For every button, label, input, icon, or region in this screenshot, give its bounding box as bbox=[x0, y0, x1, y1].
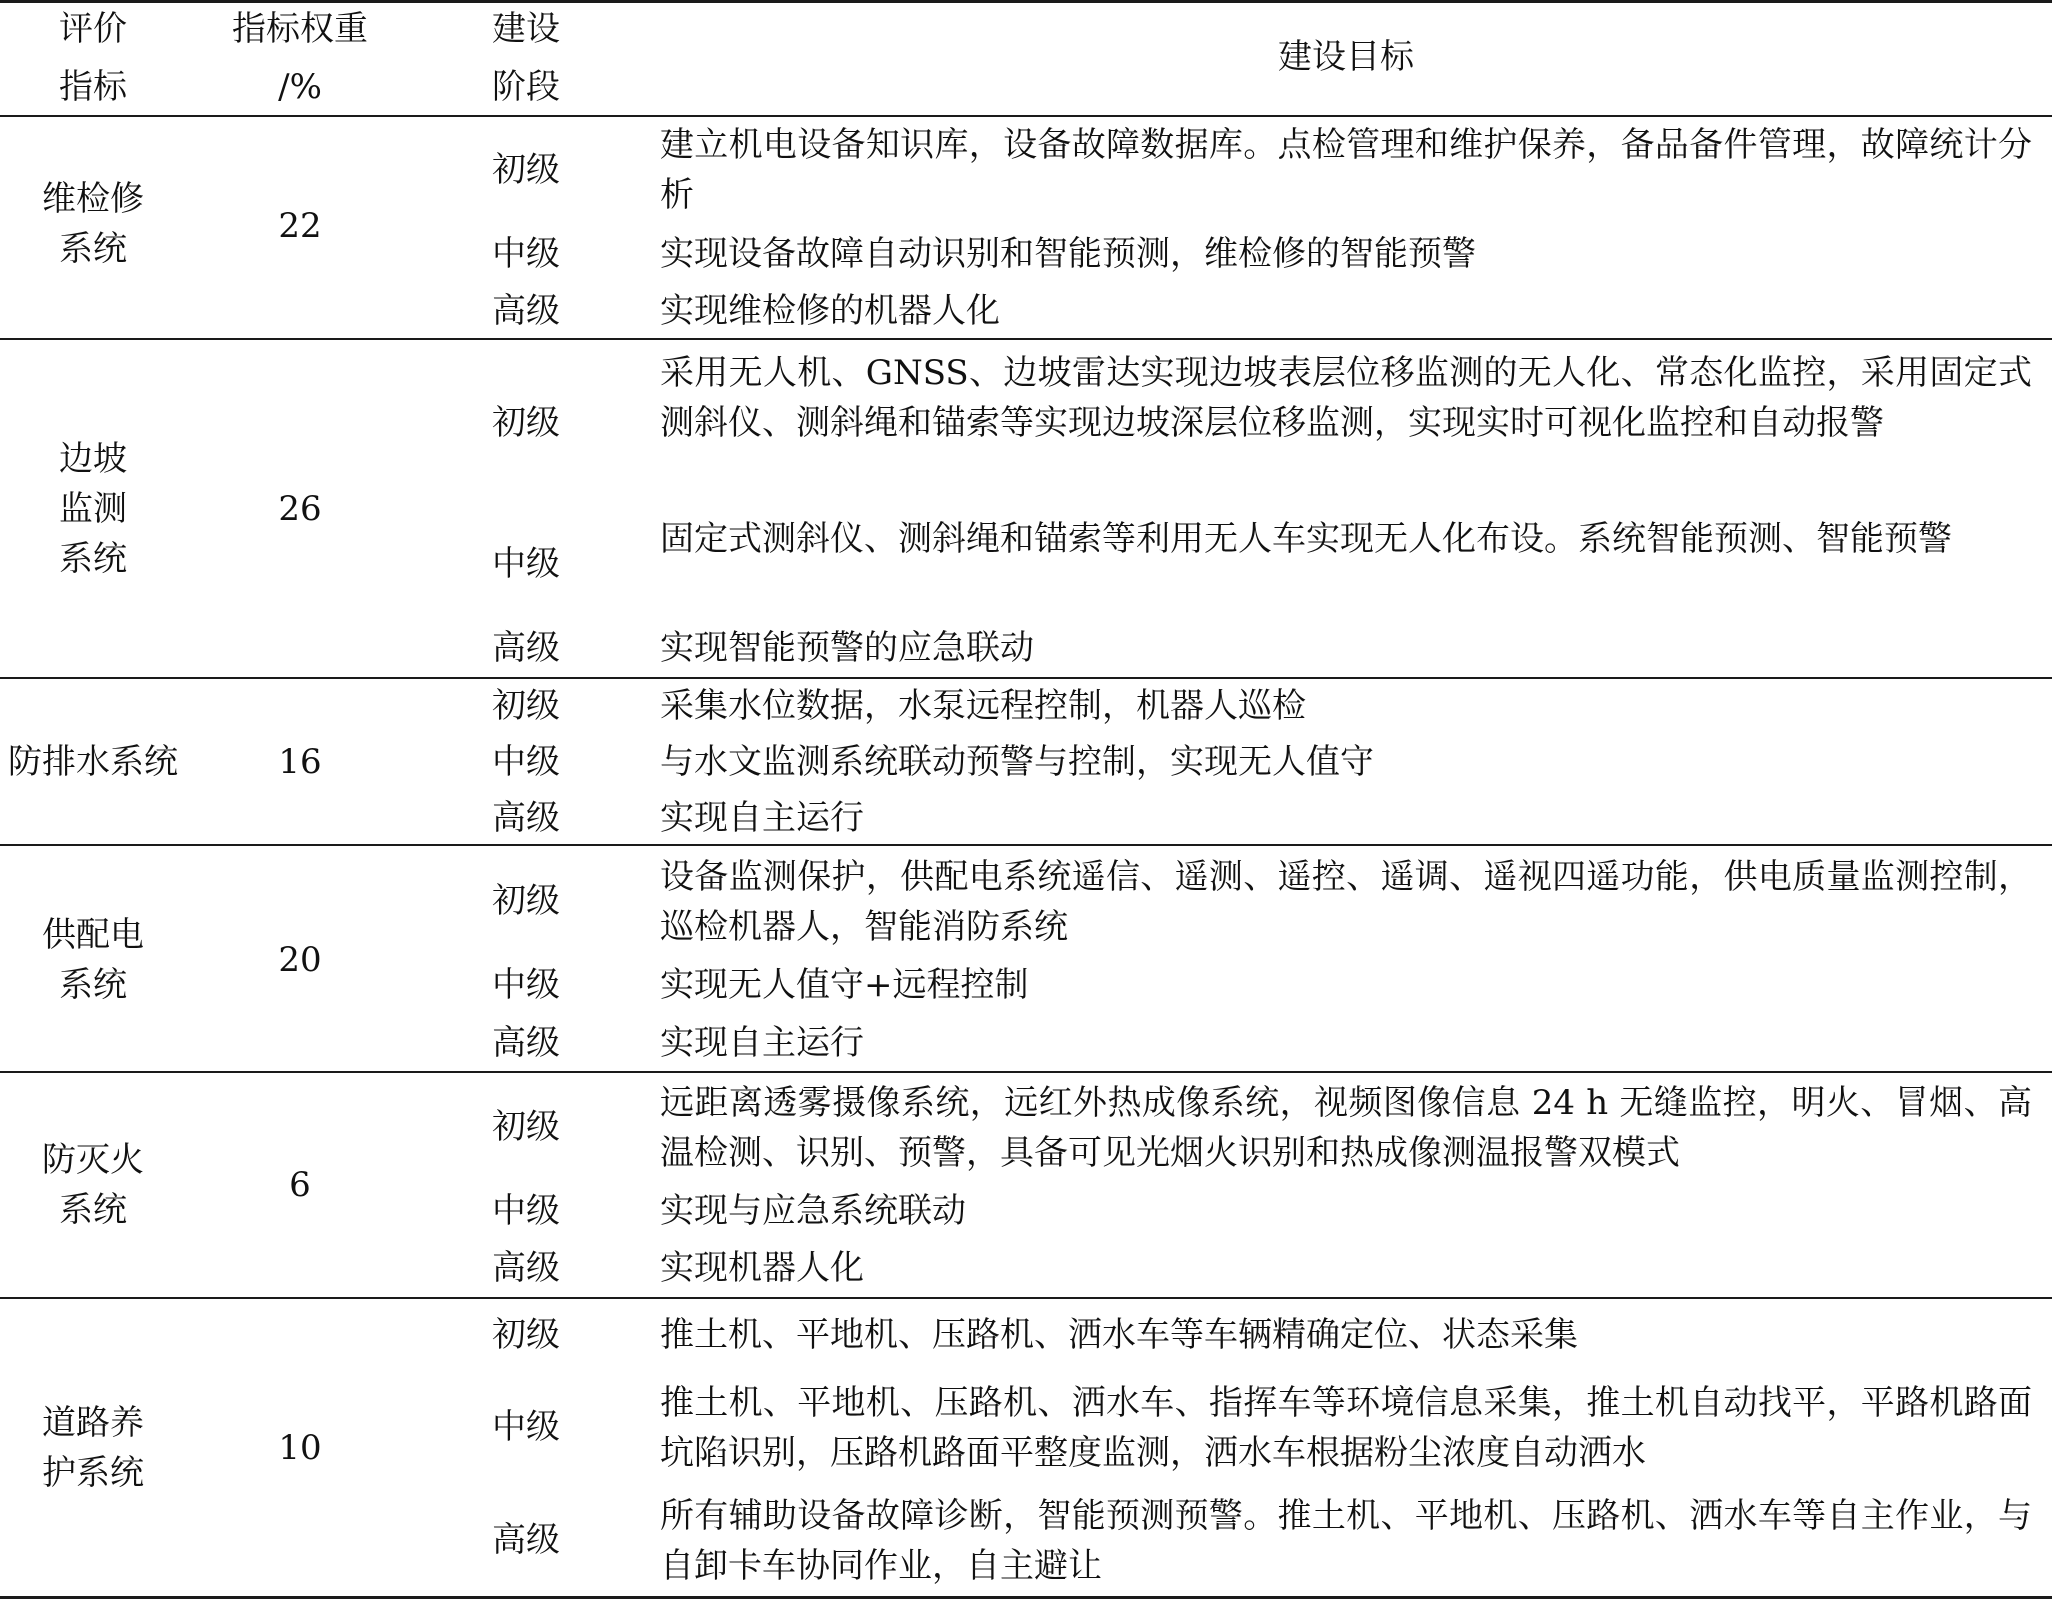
row1-indicator-line2: 系统 bbox=[59, 229, 127, 269]
row5-stage2-level: 中级 bbox=[492, 1191, 560, 1231]
row3-weight: 16 bbox=[278, 742, 322, 782]
header-weight-line2: /% bbox=[278, 67, 322, 107]
row5-indicator-line1: 防灭火 bbox=[42, 1140, 144, 1180]
row4-indicator-line1: 供配电 bbox=[42, 915, 144, 955]
header-indicator bbox=[0, 0, 186, 116]
row1-stage2-level: 中级 bbox=[492, 234, 560, 274]
row4-weight: 20 bbox=[278, 940, 322, 980]
row6-stage1-level: 初级 bbox=[492, 1315, 560, 1355]
row1-stage3-level: 高级 bbox=[492, 291, 560, 331]
row4-stage1-level: 初级 bbox=[492, 881, 560, 921]
row4-stage3-level: 高级 bbox=[492, 1023, 560, 1063]
row4-stage3-goal: 实现自主运行 bbox=[660, 1023, 864, 1063]
header-weight-line1: 指标权重 bbox=[232, 9, 368, 49]
row4-stage2-goal: 实现无人值守+远程控制 bbox=[660, 965, 1029, 1005]
row2-stage1-goal: 采用无人机、GNSS、边坡雷达实现边坡表层位移监测的无人化、常态化监控，采用固定式测斜仪、测斜绳和锚索等实现边坡深层位移监测，实现实时可视化监控和自动报警 bbox=[660, 353, 2032, 443]
row3-stage1-level: 初级 bbox=[492, 686, 560, 726]
row2-indicator-line2: 监测 bbox=[59, 489, 127, 529]
header-goal: 建设目标 bbox=[1278, 37, 1414, 77]
row5-stage3-level: 高级 bbox=[492, 1248, 560, 1288]
row2-stage1-level: 初级 bbox=[492, 403, 560, 443]
row1-stage3-goal: 实现维检修的机器人化 bbox=[660, 291, 1000, 331]
row6-weight: 10 bbox=[278, 1428, 322, 1468]
row5-indicator bbox=[0, 1135, 186, 1235]
row2-stage2-level: 中级 bbox=[492, 544, 560, 584]
row4-indicator bbox=[0, 910, 186, 1010]
row5-stage2-goal: 实现与应急系统联动 bbox=[660, 1191, 966, 1231]
row-divider bbox=[0, 1297, 2052, 1299]
row2-indicator-line3: 系统 bbox=[59, 539, 127, 579]
row1-weight: 22 bbox=[278, 206, 322, 246]
row4-indicator-line2: 系统 bbox=[59, 965, 127, 1005]
row-divider bbox=[0, 844, 2052, 846]
row5-weight: 6 bbox=[289, 1165, 311, 1205]
header-stage-line2: 阶段 bbox=[492, 67, 560, 107]
row-divider bbox=[0, 1071, 2052, 1073]
header-weight bbox=[200, 0, 400, 116]
row6-stage3-goal: 所有辅助设备故障诊断，智能预测预警。推土机、平地机、压路机、洒水车等自主作业，与自卸卡车协同作业，自主避让 bbox=[660, 1496, 2032, 1586]
row1-stage1-level: 初级 bbox=[492, 150, 560, 190]
row3-stage1-goal: 采集水位数据，水泵远程控制，机器人巡检 bbox=[660, 686, 1306, 726]
row2-stage3-level: 高级 bbox=[492, 628, 560, 668]
row3-indicator: 防排水系统 bbox=[8, 742, 178, 782]
row4-stage2-level: 中级 bbox=[492, 965, 560, 1005]
row6-stage1-goal: 推土机、平地机、压路机、洒水车等车辆精确定位、状态采集 bbox=[660, 1315, 1578, 1355]
row2-indicator-line1: 边坡 bbox=[59, 439, 127, 479]
row5-stage1-level: 初级 bbox=[492, 1107, 560, 1147]
row6-indicator-line2: 护系统 bbox=[42, 1453, 144, 1493]
row1-stage2-goal: 实现设备故障自动识别和智能预测，维检修的智能预警 bbox=[660, 234, 1476, 274]
table-bottom-rule bbox=[0, 1596, 2052, 1599]
row6-stage2-level: 中级 bbox=[492, 1407, 560, 1447]
row2-weight: 26 bbox=[278, 489, 322, 529]
header-stage bbox=[470, 0, 582, 116]
row6-stage3-level: 高级 bbox=[492, 1520, 560, 1560]
row-divider bbox=[0, 338, 2052, 340]
row2-stage2-goal: 固定式测斜仪、测斜绳和锚索等利用无人车实现无人化布设。系统智能预测、智能预警 bbox=[660, 519, 1952, 559]
row4-stage1-goal: 设备监测保护，供配电系统遥信、遥测、遥控、遥调、遥视四遥功能，供电质量监测控制，巡检机器人，智能消防系统 bbox=[660, 857, 2032, 947]
row5-indicator-line2: 系统 bbox=[59, 1190, 127, 1230]
row5-stage1-goal: 远距离透雾摄像系统，远红外热成像系统，视频图像信息 24 h 无缝监控，明火、冒烟、高温检测、识别、预警，具备可见光烟火识别和热成像测温报警双模式 bbox=[660, 1083, 2032, 1173]
row6-indicator-line1: 道路养 bbox=[42, 1403, 144, 1443]
row-divider bbox=[0, 677, 2052, 679]
header-indicator-line2: 指标 bbox=[59, 67, 127, 107]
row1-stage1-goal: 建立机电设备知识库，设备故障数据库。点检管理和维护保养，备品备件管理，故障统计分析 bbox=[660, 125, 2032, 215]
row3-stage3-level: 高级 bbox=[492, 798, 560, 838]
row2-stage3-goal: 实现智能预警的应急联动 bbox=[660, 628, 1034, 668]
row1-indicator bbox=[0, 174, 186, 274]
row2-indicator bbox=[0, 434, 186, 584]
row6-indicator bbox=[0, 1398, 186, 1498]
row5-stage3-goal: 实现机器人化 bbox=[660, 1248, 864, 1288]
row3-stage2-goal: 与水文监测系统联动预警与控制，实现无人值守 bbox=[660, 742, 1374, 782]
row1-indicator-line1: 维检修 bbox=[42, 179, 144, 219]
header-indicator-line1: 评价 bbox=[59, 9, 127, 49]
row6-stage2-goal: 推土机、平地机、压路机、洒水车、指挥车等环境信息采集，推土机自动找平，平路机路面坑陷识别，压路机路面平整度监测，洒水车根据粉尘浓度自动洒水 bbox=[660, 1383, 2032, 1473]
row3-stage2-level: 中级 bbox=[492, 742, 560, 782]
header-stage-line1: 建设 bbox=[492, 9, 560, 49]
row3-stage3-goal: 实现自主运行 bbox=[660, 798, 864, 838]
